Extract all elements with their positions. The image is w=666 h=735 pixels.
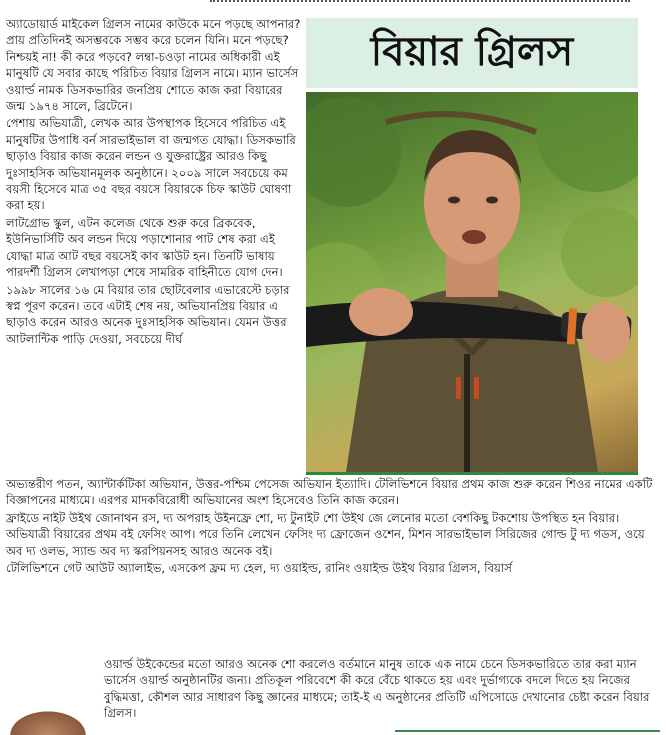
left-column-text — [6, 16, 302, 348]
paragraph-education: লাটগ্রোভ স্কুল, এটন কলেজ থেকে শুরু করে ব্রিকবেক, ইউনিভার্সিটি অব লন্ডন দিয়ে পড়াশোনার পাট শেষ করা এই যোদ্ধা মাত্র আট বছর বয়সেই কাব স্কাউট হন। তিনটি ভাষায় পারদর্শী গ্রিলস লেখাপড়া শেষে সামরিক বাহিনীতে যোগ দেন। — [6, 215, 283, 280]
paragraph-intro: অ্যাডোয়ার্ড মাইকেল গ্রিলস নামের কাউকে মনে পড়ছে আপনার? প্রায় প্রতিদিনই অসম্ভবকে সম্ভব করে চলেন যিনি। মনে পড়ছে? নিশ্চয়ই না! কী করে পড়বে? লম্বা-চওড়া নামের অধিকারী এই মানুষটি যে সবার কাছে পরিচিত বিয়ার গ্রিলস নামে। ম্যান ভার্সেস ওয়ার্ল্ড নামক ডিসকভারির জনপ্রিয় শোতে কাজ করা বিয়ারের জন্ম ১৯৭৪ সালে, ব্রিটেনে। — [6, 17, 301, 114]
bottom-thumbnail-image — [0, 705, 96, 735]
title-banner — [306, 18, 638, 88]
full-width-text — [6, 476, 660, 577]
paragraph-television: টেলিভিশনে গেট আউট অ্যালাইভ, এসকেপ ফ্রম দ্য হেল, দ্য ওয়াইল্ড, রানিং ওয়াইল্ড উইথ বিয়ার গ্রিলস, বিয়ার্স — [6, 561, 512, 576]
portrait-photo — [306, 92, 638, 475]
paragraph-man-vs-wild: ওয়ার্ল্ড উইকেন্ডের মতো আরও অনেক শো করলেও বর্তমানে মানুষ তাকে এক নামে চেনে ডিসকভারিতে তার করা ম্যান ভার্সেস ওয়ার্ল্ড অনুষ্ঠানটির জন্য। প্রতিকূল পরিবেশে কী করে বেঁচে থাকতে হয় এবং দুর্ভাগ্যকে বদলে দিতে হয় নিজের বুদ্ধিমত্তা, কৌশল আর সাধারণ কিছু জ্ঞানের মাধ্যমে; তাই-ই এ অনুষ্ঠানের প্রতিটি এপিসোডে দেখানোর চেষ্টা করেন বিয়ার গ্রিলস। — [104, 657, 650, 721]
top-dotted-rule — [210, 0, 630, 2]
paragraph-talkshows: ফ্রাইডে নাইট উইথ জোনাথন রস, দ্য অপরাহ উইনফ্রে শো, দ্য টুনাইট শো উইথ জে লেনোর মতো বেশকিছু টকশোয় উপস্থিত হন বিয়ার। অভিযাত্রী বিয়ারের প্রথম বই ফেসিং আপ। পরে তিনি লেখেন ফেসিং দ্য ফ্রোজেন ওশেন, মিশন সারভাইভাল সিরিজের গোল্ড টু দ্য গডস, ওয়ে অব দ্য ওলভ, স্যান্ড অব দ্য স্করপিয়নসহ আরও অনেক বই। — [6, 510, 645, 558]
paragraph-expeditions: অভ্যন্তরীণ পতন, অ্যান্টার্কটিকা অভিযান, উত্তর-পশ্চিম পেসেজ অভিযান ইত্যাদি। টেলিভিশনে বিয়ার প্রথম কাজ শুরু করেন শিওর নামের একটি বিজ্ঞাপনের মাধ্যমে। এরপর মাদকবিরোধী অভিযানের অংশ হিসেবেও তিনি কাজ করেন। — [6, 477, 653, 508]
article-title: বিয়ার গ্রিলস — [370, 27, 574, 75]
portrait-illustration — [306, 92, 638, 472]
paragraph-profession: পেশায় অভিযাত্রী, লেখক আর উপস্থাপক হিসেবে পরিচিত এই মানুষটির উপাধি বর্ন সারভাইভাল বা জন্মগত যোদ্ধা। ডিসকভারি ছাড়াও বিয়ার কাজ করেন লন্ডন ও যুক্তরাষ্ট্রের আরও কিছু দুঃসাহসিক অভিযানমূলক অনুষ্ঠানে। ২০০৯ সালে সবচেয়ে কম বয়সী হিসেবে মাত্র ৩৫ বছর বয়সে বিয়ারকে চিফ স্কাউট ঘোষণা করা হয়। — [6, 116, 296, 213]
paragraph-everest: ১৯৯৮ সালের ১৬ মে বিয়ার তার ছোটবেলার এভারেস্টে চড়ার স্বপ্ন পূরণ করেন। তবে এটাই শেষ নয়, অভিযানপ্রিয় বিয়ার এ ছাড়াও করেন আরও অনেক দুঃসাহসিক অভিযান। যেমন উত্তর আটলান্টিক পাড়ি দেওয়া, সবচেয়ে দীর্ঘ — [6, 282, 290, 346]
indented-text — [104, 656, 660, 722]
bottom-green-rule — [395, 730, 660, 732]
